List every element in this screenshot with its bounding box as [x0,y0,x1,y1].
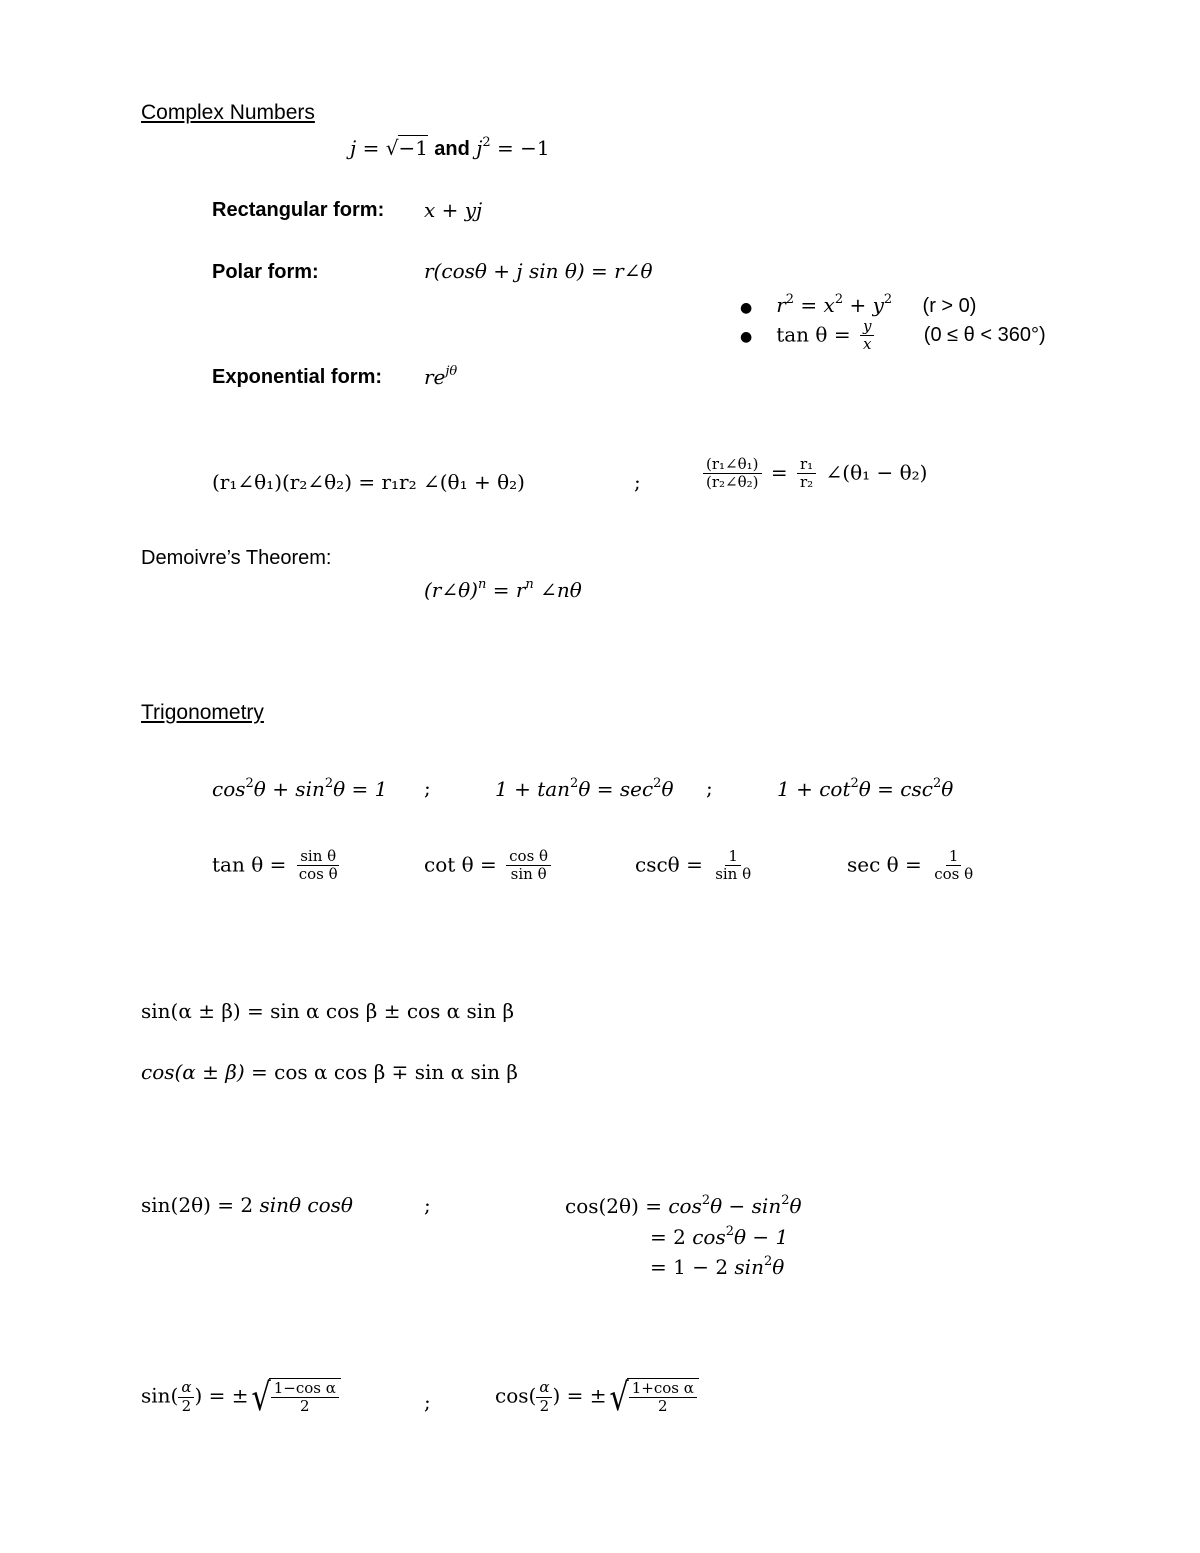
rectangular-form-label: Rectangular form: [212,199,385,221]
sine-sum-formula: sin(α ± β) = sin α cos β ± cos α sin β [141,999,515,1023]
polar-division: $\frac{\text{(r₁∠θ₁)}}{\text{(r₂∠θ₂)}}$ = $\frac{\text{r₁}}{\text{r₂}}$ ∠(θ₁ − θ₂) [700,456,927,492]
double-angle-cosine-1: $\cos(2\theta) = \cos^2\theta - \sin^2\theta$ [565,1193,802,1218]
bullet-dot-icon: ● [740,300,753,316]
rectangular-form-expr: x + yj [424,198,483,222]
exponential-form-label: Exponential form: [212,366,383,388]
half-angle-sine: sin( $\frac{\alpha}{2}$ ) = ± √ $\frac{\text{1−cos α}}{2}$ [141,1378,341,1416]
polar-form-label: Polar form: [212,261,319,283]
trigonometry-heading: Trigonometry [141,701,264,724]
sec-definition: sec θ = $\frac{1}{\text{cos θ}}$ [847,847,974,884]
demoivre-theorem: (r∠θ)$^n$ = $r^n$ ∠nθ [424,577,582,602]
tan-definition: tan θ = $\frac{\text{sin θ}}{\text{cos θ}}$ [212,847,338,884]
separator: ; [424,1390,431,1414]
bullet-argument: ● tan θ = $\frac{y}{x}$ (0 ≤ θ < 360°) [740,317,1046,354]
bullet-modulus: ● $r^2 = x^2 + y^2$ (r > 0) [740,292,977,317]
bullet-dot-icon: ● [740,329,753,346]
cot-definition: cot θ = $\frac{\text{cos θ}}{\text{sin θ}}$ [424,848,554,884]
csc-definition: cscθ = $\frac{1}{\text{sin θ}}$ [635,847,752,884]
separator: ; [634,470,641,494]
j-definition: j = √−1 and $j^2 = -1$ [350,135,550,160]
separator: ; [424,776,431,800]
double-angle-cosine-3: = 1 − 2 $\sin^2\theta$ [650,1254,785,1279]
complex-numbers-heading: Complex Numbers [141,101,315,124]
polar-form-expr: r(cosθ + j sin θ) = r∠θ [424,259,653,283]
half-angle-cosine: cos( $\frac{\alpha}{2}$ ) = ± √ $\frac{\text{1+cos α}}{2}$ [495,1378,699,1416]
pythagorean-identity-3: $1 + \cot^2\theta = \csc^2\theta$ [777,776,954,801]
demoivre-label: Demoivre’s Theorem: [141,547,332,569]
double-angle-cosine-2: = 2 $\cos^2\theta - 1$ [650,1224,789,1249]
pythagorean-identity-1: $\cos^2\theta + \sin^2\theta = 1$ [212,776,388,801]
cosine-sum-formula: cos(α ± β) = cos α cos β ∓ sin α sin β [141,1060,518,1084]
pythagorean-identity-2: $1 + \tan^2\theta = \sec^2\theta$ [495,776,674,801]
separator: ; [424,1193,431,1217]
exponential-form-expr: $re^{j\theta}$ [424,364,458,389]
separator: ; [706,776,713,800]
polar-multiplication: (r₁∠θ₁)(r₂∠θ₂) = r₁r₂ ∠(θ₁ + θ₂) [212,470,525,494]
double-angle-sine: sin(2θ) = 2 sinθ cosθ [141,1193,353,1217]
